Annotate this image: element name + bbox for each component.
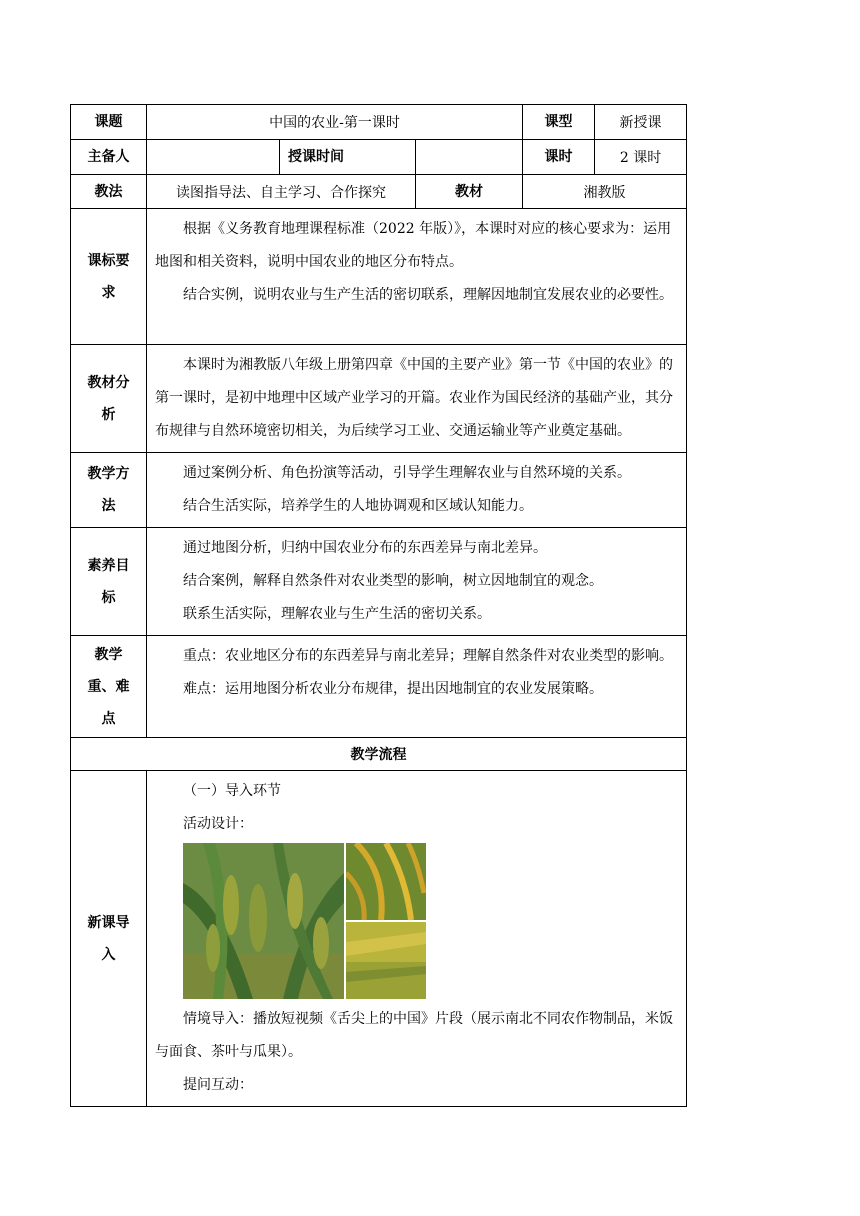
key-points-label-line2: 重、难 — [87, 678, 130, 695]
method-value: 读图指导法、自主学习、合作探究 — [147, 175, 416, 209]
goals-content — [147, 528, 687, 636]
class-hours-value: 2 课时 — [595, 140, 687, 175]
goals-paragraph: 联系生活实际，理解农业与生产生活的密切关系。 — [183, 606, 491, 622]
intro-stage: （一）导入环节 — [183, 783, 281, 799]
teaching-time-value — [416, 140, 523, 175]
millet-photo — [183, 843, 344, 999]
analysis-content — [147, 345, 687, 453]
goals-label-line1: 素养目 — [87, 557, 130, 574]
goals-label — [71, 528, 147, 636]
method-label: 教法 — [71, 175, 147, 209]
teaching-method-label-line1: 教学方 — [87, 466, 130, 482]
standards-paragraph: 根据《义务教育地理课程标准（2022 年版）》，本课时对应的核心要求为：运用地图和相关资料，说明中国农业的地区分布特点。 — [155, 221, 672, 270]
topic-value: 中国的农业-第一课时 — [147, 105, 523, 140]
teaching-method-paragraph: 结合生活实际，培养学生的人地协调观和区域认知能力。 — [183, 498, 533, 514]
intro-scene: 情境导入：播放短视频《舌尖上的中国》片段（展示南北不同农作物制品，米饭与面食、茶叶与瓜果）。 — [155, 1011, 673, 1060]
key-points-label-line3: 点 — [101, 710, 116, 727]
textbook-label: 教材 — [416, 175, 523, 209]
topic-label: 课题 — [71, 105, 147, 140]
preparer-value — [147, 140, 280, 175]
standards-content — [147, 209, 687, 345]
wheat-field-photo — [346, 922, 426, 999]
key-points-label — [71, 636, 147, 738]
intro-content — [147, 771, 687, 1107]
key-points-paragraph: 重点：农业地区分布的东西差异与南北差异；理解自然条件对农业类型的影响。 — [183, 648, 673, 664]
analysis-label-line1: 教材分 — [87, 374, 130, 391]
analysis-label-line2: 析 — [101, 406, 116, 423]
key-points-label-line1: 教学 — [94, 646, 123, 663]
intro-label — [71, 771, 147, 1107]
standards-label-line1: 课标要 — [87, 252, 130, 269]
key-points-paragraph: 难点：运用地图分析农业分布规律，提出因地制宜的农业发展策略。 — [183, 681, 603, 697]
textbook-value: 湘教版 — [523, 175, 687, 209]
lesson-type-label: 课型 — [523, 105, 595, 140]
intro-activity: 活动设计： — [183, 816, 253, 832]
standards-label-line2: 求 — [101, 284, 116, 301]
analysis-paragraph: 本课时为湘教版八年级上册第四章《中国的主要产业》第一节《中国的农业》的第一课时，是初中地理中区域产业学习的开篇。农业作为国民经济的基础产业，其分布规律与自然环境密切相关，为后续学习工业、交通运输业等产业奠定基础。 — [155, 357, 673, 439]
teaching-method-label-line2: 法 — [101, 498, 116, 514]
goals-paragraph: 结合案例，解释自然条件对农业类型的影响，树立因地制宜的观念。 — [183, 573, 603, 589]
class-hours-label: 课时 — [523, 140, 595, 175]
teaching-flow-title: 教学流程 — [71, 738, 687, 771]
key-points-content — [147, 636, 687, 738]
rice-ears-photo — [346, 843, 426, 920]
analysis-label — [71, 345, 147, 453]
goals-paragraph: 通过地图分析，归纳中国农业分布的东西差异与南北差异。 — [183, 540, 547, 556]
intro-label-line1: 新课导 — [87, 914, 130, 931]
crops-photo — [183, 843, 426, 999]
teaching-method-paragraph: 通过案例分析、角色扮演等活动，引导学生理解农业与自然环境的关系。 — [183, 465, 631, 481]
teaching-time-label: 授课时间 — [280, 140, 416, 175]
intro-label-line2: 入 — [101, 946, 116, 963]
standards-paragraph: 结合实例，说明农业与生产生活的密切联系，理解因地制宜发展农业的必要性。 — [183, 287, 673, 303]
standards-label — [71, 209, 147, 345]
lesson-plan-table — [70, 104, 687, 1107]
lesson-type-value: 新授课 — [595, 105, 687, 140]
teaching-method-label — [71, 453, 147, 528]
preparer-label: 主备人 — [71, 140, 147, 175]
intro-question: 提问互动： — [183, 1077, 253, 1093]
teaching-method-content — [147, 453, 687, 528]
goals-label-line2: 标 — [101, 589, 116, 606]
